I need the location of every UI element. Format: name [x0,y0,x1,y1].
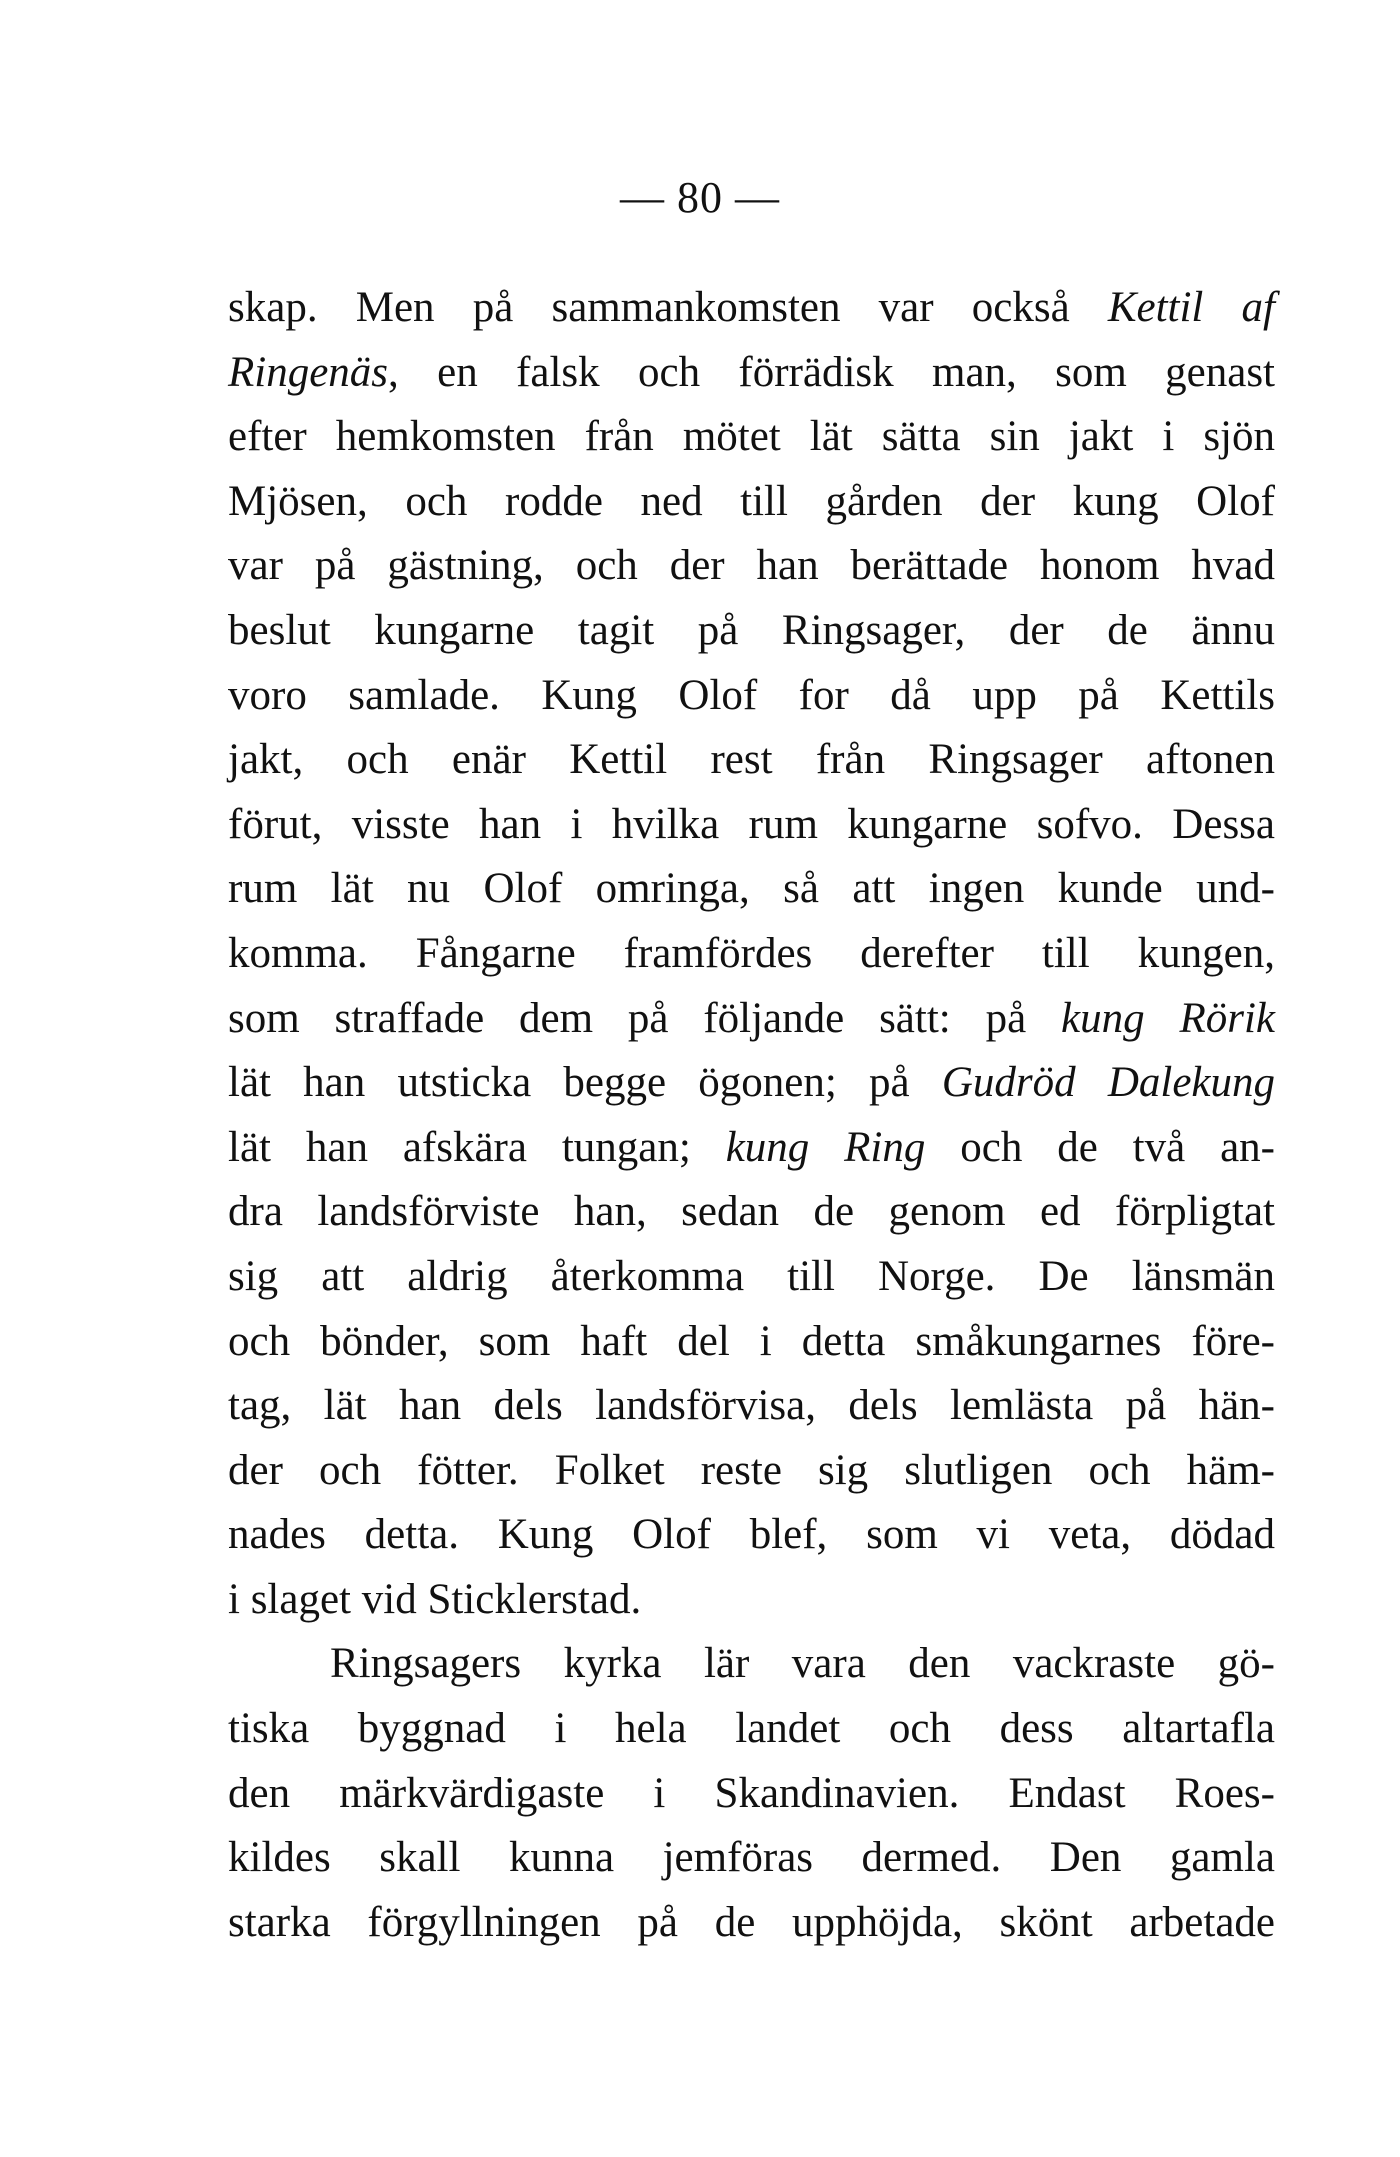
italic-name: kung Ring [725,1123,926,1171]
text-segment: tag, lät han dels landsförvisa, dels lemlästa på hän- [228,1382,1275,1430]
text-segment: Mjösen, och rodde ned till gården der kung Olof [228,477,1275,525]
text-segment: voro samlade. Kung Olof for då upp på Kettils [228,671,1275,719]
text-line [228,1374,1275,1439]
text-segment: den märkvärdigaste i Skandinavien. Endast Roes- [228,1769,1275,1817]
text-line [228,728,1275,793]
text-line [228,1568,1275,1633]
text-segment: tiska byggnad i hela landet och dess altartafla [228,1705,1275,1753]
text-segment: i slaget vid Sticklerstad. [228,1575,642,1623]
body-text [228,276,1275,1955]
text-line [228,857,1275,922]
text-line [228,1632,1275,1697]
text-segment: skap. Men på sammankomsten var också [228,284,1108,331]
text-line [228,1180,1275,1245]
text-segment: var på gästning, och der han berättade honom hvad [228,542,1275,590]
italic-name: kung Rörik [1061,994,1276,1042]
paragraph [228,276,1275,1632]
text-segment: lät han utsticka begge ögonen; på [228,1059,942,1107]
italic-name: Ringenäs [228,348,389,396]
text-segment: Ringsagers kyrka lär vara den vackraste gö- [330,1640,1275,1688]
text-line [228,1051,1275,1116]
text-segment: efter hemkomsten från mötet lät sätta sin jakt i sjön [228,413,1275,461]
text-line [228,470,1275,535]
text-segment: och bönder, som haft del i detta småkungarnes före- [228,1317,1275,1365]
text-segment: kildes skall kunna jemföras dermed. Den gamla [228,1834,1275,1882]
text-segment: som straffade dem på följande sätt: på [228,994,1062,1042]
text-segment: jakt, och enär Kettil rest från Ringsager aftonen [228,736,1275,784]
paragraph [228,1632,1275,1955]
text-line [228,1891,1275,1956]
italic-name: Gudröd Dalekung [941,1059,1275,1107]
text-line [228,1762,1275,1827]
text-segment: starka förgyllningen på de upphöjda, skönt arbetade [228,1898,1275,1946]
text-segment: lät han afskära tungan; [228,1123,726,1171]
text-segment: rum lät nu Olof omringa, så att ingen kunde und- [228,865,1275,913]
text-line [228,276,1275,341]
page-number: — 80 — [620,173,780,222]
text-line [228,405,1275,470]
text-line [228,922,1275,987]
text-line [228,341,1275,406]
text-line [228,664,1275,729]
text-line [228,1697,1275,1762]
text-line [228,1116,1275,1181]
text-segment: förut, visste han i hvilka rum kungarne sofvo. Dessa [228,800,1275,848]
text-line [228,599,1275,664]
text-segment: dra landsförviste han, sedan de genom ed förpligtat [228,1188,1275,1236]
text-line [228,534,1275,599]
text-segment: och de två an- [925,1123,1275,1171]
text-segment: nades detta. Kung Olof blef, som vi veta, dödad [228,1511,1275,1559]
text-line [228,987,1275,1052]
text-segment: beslut kungarne tagit på Ringsager, der de ännu [228,606,1275,654]
text-segment: sig att aldrig återkomma till Norge. De länsmän [228,1252,1275,1300]
text-line [228,1310,1275,1375]
text-line [228,1826,1275,1891]
text-line [228,1245,1275,1310]
italic-name: Kettil af [1107,284,1275,331]
text-line [228,1503,1275,1568]
text-segment: , en falsk och förrädisk man, som genast [388,348,1275,396]
text-line [228,1439,1275,1504]
text-segment: der och fötter. Folket reste sig slutligen och häm- [228,1446,1275,1494]
text-line [228,793,1275,858]
text-segment: komma. Fångarne framfördes derefter till kungen, [228,929,1275,977]
